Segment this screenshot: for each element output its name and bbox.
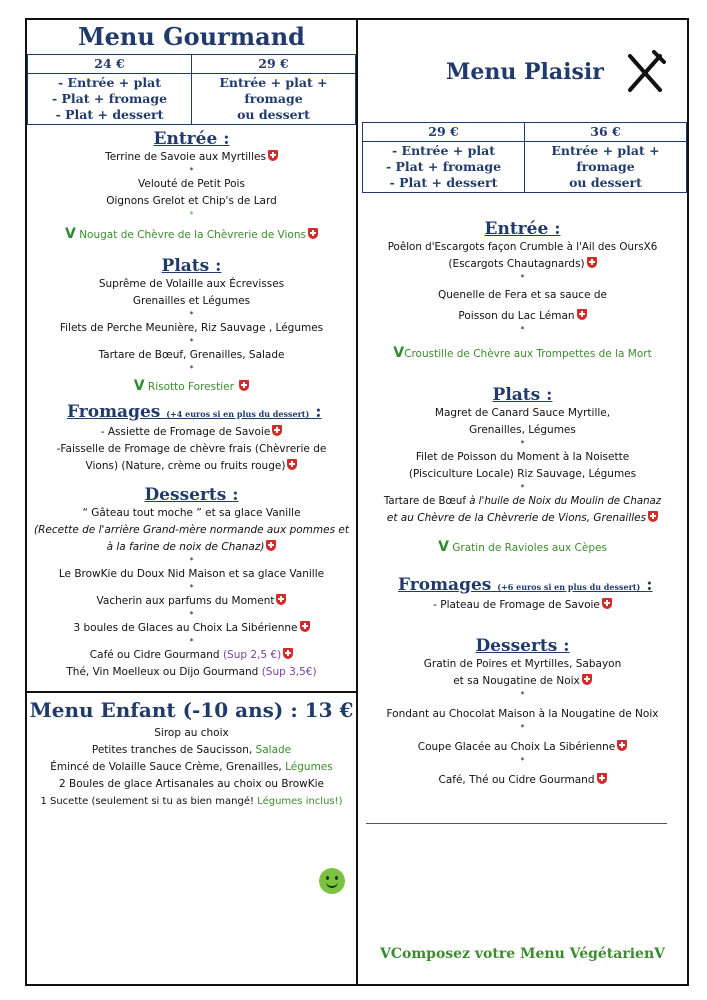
price-29: 29 € [363, 123, 525, 142]
formula-line: fromage [244, 91, 303, 106]
dish-note: (Recette de l'arrière Grand-mère normande aux pommes et [34, 524, 349, 536]
dish: Filets de Perche Meunière, Riz Sauvage , Légumes [59, 322, 324, 334]
section-fromages: Fromages (+4 euros si en plus du dessert) : [67, 402, 322, 422]
divider [27, 691, 356, 693]
menu-gourmand-panel [25, 18, 358, 986]
formula-1 [363, 142, 525, 193]
dish: “ Gâteau tout moche ” et sa glace Vanille [82, 507, 301, 519]
dish: Coupe Glacée au Choix La Sibérienne [358, 739, 687, 756]
formula-line: - Plat + dessert [389, 175, 498, 190]
section-desserts: Desserts : [144, 485, 239, 505]
dish: Poisson du Lac Léman [358, 308, 687, 325]
dish: (Pisciculture Locale) Riz Sauvage, Légumes [408, 468, 637, 480]
dish: Filet de Poisson du Moment à la Noisette [415, 451, 630, 463]
kids-item: 1 Sucette (seulement si tu as bien mangé! Légumes inclus!) [40, 796, 343, 807]
vegetarian-check-icon: V [379, 946, 391, 962]
savoie-flag-icon [266, 540, 276, 551]
dish-note: à la farine de noix de Chanaz) [27, 539, 356, 556]
separator-star: * [189, 364, 194, 373]
vegetarian-dish: V Gratin de Ravioles aux Cèpes [438, 539, 607, 555]
formula-2 [525, 142, 687, 193]
plaisir-price-table [362, 122, 687, 193]
formula-line: - Entrée + plat [392, 143, 495, 158]
separator-star: * [189, 166, 194, 175]
formula-line: Entrée + plat + [219, 75, 328, 90]
separator-star: * [520, 273, 525, 282]
savoie-flag-icon [597, 773, 607, 784]
savoie-flag-icon [308, 228, 318, 239]
kids-item: Petites tranches de Saucisson, Salade [91, 744, 292, 756]
section-plats: Plats : [492, 385, 553, 405]
dish: Poêlon d'Escargots façon Crumble à l'Ail des OursX6 [387, 241, 658, 253]
separator-star: * [189, 310, 194, 319]
dish: Magret de Canard Sauce Myrtille, [434, 407, 611, 419]
separator-star: * [189, 556, 194, 565]
dish: Fondant au Chocolat Maison à la Nougatine de Noix [386, 708, 659, 720]
formula-line: - Entrée + plat [58, 75, 161, 90]
menu-plaisir-panel [358, 18, 689, 986]
dish: Velouté de Petit Pois [138, 178, 245, 190]
price-29: 29 € [192, 55, 356, 74]
formula-line: ou dessert [237, 107, 310, 122]
section-entree: Entrée : [153, 129, 230, 149]
separator-star: * [520, 690, 525, 699]
savoie-flag-icon [648, 511, 658, 522]
separator-star: * [189, 337, 194, 346]
separator-star: * [520, 325, 525, 334]
dish: Terrine de Savoie aux Myrtilles [27, 149, 356, 166]
dish: et au Chèvre de la Chèvrerie de Vions, Grenailles [358, 510, 687, 527]
dish: et sa Nougatine de Noix [358, 673, 687, 690]
savoie-flag-icon [582, 674, 592, 685]
separator-star: * [189, 610, 194, 619]
dish: Café, Thé ou Cidre Gourmand [358, 772, 687, 789]
vegetarian-dish: V Nougat de Chèvre de la Chèvrerie de Vions [27, 226, 356, 244]
dish: Gratin de Poires et Myrtilles, Sabayon [423, 658, 622, 670]
price-36: 36 € [525, 123, 687, 142]
dish: - Assiette de Fromage de Savoie [27, 424, 356, 441]
dish: Grenailles et Légumes [132, 295, 251, 307]
section-desserts: Desserts : [475, 636, 570, 656]
savoie-flag-icon [617, 740, 627, 751]
section-entree: Entrée : [484, 219, 561, 239]
price-24: 24 € [28, 55, 192, 74]
formula-line: ou dessert [569, 175, 642, 190]
vegetarian-check-icon: V [654, 946, 665, 962]
menu-plaisir-title: Menu Plaisir [446, 59, 604, 85]
fork-knife-icon [624, 50, 666, 94]
divider [366, 823, 667, 824]
dish: 3 boules de Glaces au Choix La Sibérienne [27, 620, 356, 637]
vegetarian-dish: VCroustille de Chèvre aux Trompettes de la Mort [393, 345, 652, 361]
menu-gourmand-title: Menu Gourmand [78, 22, 305, 51]
dish: Quenelle de Fera et sa sauce de [437, 289, 607, 301]
dish: - Plateau de Fromage de Savoie [358, 597, 687, 614]
savoie-flag-icon [239, 380, 249, 391]
vegetarian-check-icon: V [438, 539, 449, 555]
gourmand-price-table [27, 54, 356, 125]
dish: Vacherin aux parfums du Moment [27, 593, 356, 610]
formula-line: - Plat + fromage [385, 159, 502, 174]
separator-star: * [189, 583, 194, 592]
vegetarian-check-icon: V [133, 378, 145, 394]
dish: Café ou Cidre Gourmand (Sup 2,5 €) [27, 647, 356, 664]
savoie-flag-icon [587, 257, 597, 268]
dish: Vions) (Nature, crème ou fruits rouge) [27, 458, 356, 475]
kids-item: Sirop au choix [154, 727, 229, 739]
savoie-flag-icon [300, 621, 310, 632]
separator-star: * [520, 439, 525, 448]
plaisir-header [358, 20, 687, 122]
dish: Oignons Grelot et Chip's de Lard [106, 195, 277, 207]
savoie-flag-icon [283, 648, 293, 659]
dish: Le BrowKie du Doux Nid Maison et sa glace Vanille [58, 568, 325, 580]
formula-line: fromage [576, 159, 635, 174]
kids-item: Émincé de Volaille Sauce Crème, Grenailles, Légumes [50, 761, 333, 773]
separator-star: * [189, 210, 194, 219]
separator-star: * [189, 637, 194, 646]
section-fromages: Fromages (+6 euros si en plus du dessert) : [398, 575, 653, 595]
dish: Thé, Vin Moelleux ou Dijo Gourmand (Sup 3,5€) [66, 666, 317, 678]
dish: Tartare de Bœuf, Grenailles, Salade [98, 349, 285, 361]
menu-enfant-title: Menu Enfant (-10 ans) : 13 € [29, 698, 354, 722]
savoie-flag-icon [272, 425, 282, 436]
separator-star: * [520, 756, 525, 765]
kids-item: 2 Boules de glace Artisanales au choix ou BrowKie [59, 778, 324, 790]
supplement-price: (Sup 3,5€) [261, 666, 317, 678]
vegetarian-check-icon: V [393, 345, 405, 361]
savoie-flag-icon [276, 594, 286, 605]
savoie-flag-icon [577, 309, 587, 320]
formula-line: - Plat + fromage [51, 91, 168, 106]
savoie-flag-icon [268, 150, 278, 161]
vegetarian-check-icon: V [65, 226, 76, 242]
savoie-flag-icon [287, 459, 297, 470]
smiley-icon [319, 868, 345, 894]
section-plats: Plats : [161, 256, 222, 276]
separator-star: * [520, 483, 525, 492]
vegetarian-dish: V Risotto Forestier [27, 378, 356, 396]
dish: Grenailles, Légumes [469, 424, 576, 436]
formula-2 [192, 74, 356, 125]
dish: Suprême de Volaille aux Écrevisses [98, 278, 285, 290]
vegetarian-menu-banner: VComposez votre Menu VégétarienV [379, 946, 665, 962]
separator-star: * [520, 723, 525, 732]
dish: (Escargots Chautagnards) [358, 256, 687, 273]
dish: -Faisselle de Fromage de chèvre frais (Chèvrerie de [56, 443, 327, 455]
savoie-flag-icon [602, 598, 612, 609]
formula-line: - Plat + dessert [55, 107, 164, 122]
supplement-price: (Sup 2,5 €) [222, 649, 282, 661]
formula-line: Entrée + plat + [551, 143, 660, 158]
dish: Tartare de Bœuf à l'huile de Noix du Moulin de Chanaz [383, 496, 662, 507]
formula-1 [28, 74, 192, 125]
